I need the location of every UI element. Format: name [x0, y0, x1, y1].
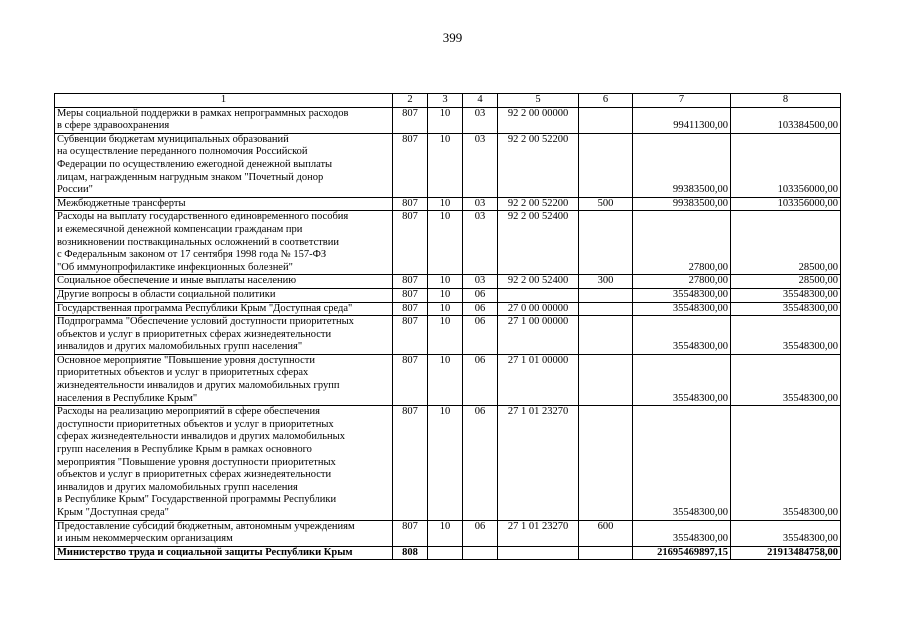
- amount-year2-cell: 103384500,00: [731, 107, 841, 133]
- column-header: 5: [498, 94, 579, 108]
- section-code-cell: 10: [428, 406, 463, 520]
- target-article-cell: [498, 288, 579, 302]
- amount-year1-cell: 35548300,00: [633, 354, 731, 405]
- expense-type-cell: 500: [579, 197, 633, 211]
- row-name-cell: Предоставление субсидий бюджетным, автономным учреждениям и иным некоммерческим организациям: [55, 520, 393, 546]
- table-row: [55, 197, 841, 211]
- subsection-code-cell: 03: [463, 133, 498, 197]
- target-article-cell: 92 2 00 52200: [498, 133, 579, 197]
- amount-year2-cell: 103356000,00: [731, 133, 841, 197]
- target-article-cell: 92 2 00 52200: [498, 197, 579, 211]
- expense-type-cell: [579, 288, 633, 302]
- row-name-cell: Подпрограмма "Обеспечение условий доступности приоритетных объектов и услуг в приоритетных сферах жизнедеятельности инвалидов и других маломобильных групп населения": [55, 316, 393, 355]
- subsection-code-cell: 06: [463, 406, 498, 520]
- amount-year1-cell: 35548300,00: [633, 316, 731, 355]
- subsection-code-cell: [463, 546, 498, 560]
- column-header: 2: [393, 94, 428, 108]
- expense-type-cell: [579, 546, 633, 560]
- row-name-cell: Государственная программа Республики Крым "Доступная среда": [55, 302, 393, 316]
- section-code-cell: 10: [428, 107, 463, 133]
- subsection-code-cell: 06: [463, 302, 498, 316]
- section-code-cell: 10: [428, 133, 463, 197]
- table-row: [55, 133, 841, 197]
- ministry-code-cell: 807: [393, 354, 428, 405]
- expense-type-cell: 300: [579, 275, 633, 289]
- table-row: [55, 354, 841, 405]
- expense-type-cell: [579, 302, 633, 316]
- table-body: [55, 107, 841, 560]
- row-name-cell: Основное мероприятие "Повышение уровня доступности приоритетных объектов и услуг в приоритетных сферах жизнедеятельности инвалидов и других маломобильных групп населения в Республике Крым": [55, 354, 393, 405]
- ministry-code-cell: 807: [393, 302, 428, 316]
- row-name-cell: Другие вопросы в области социальной политики: [55, 288, 393, 302]
- table-row: [55, 288, 841, 302]
- amount-year2-cell: 35548300,00: [731, 302, 841, 316]
- amount-year2-cell: 21913484758,00: [731, 546, 841, 560]
- ministry-code-cell: 807: [393, 133, 428, 197]
- section-code-cell: 10: [428, 275, 463, 289]
- section-code-cell: 10: [428, 288, 463, 302]
- ministry-code-cell: 807: [393, 275, 428, 289]
- section-code-cell: [428, 546, 463, 560]
- section-code-cell: 10: [428, 316, 463, 355]
- amount-year2-cell: 35548300,00: [731, 354, 841, 405]
- row-name-cell: Расходы на выплату государственного единовременного пособия и ежемесячной денежной компенсации гражданам при возникновении поствакцинальных осложнений в соответствии с Федеральным законом от 17 сентября 1998 года № 157-ФЗ "Об иммунопрофилактике инфекционных болезней": [55, 211, 393, 275]
- row-name-cell: Субвенции бюджетам муниципальных образований на осуществление переданного полномочия Российской Федерации по осуществлению ежегодной денежной выплаты лицам, награжденным нагрудным знаком "Почетный донор России": [55, 133, 393, 197]
- column-header: 1: [55, 94, 393, 108]
- section-code-cell: 10: [428, 302, 463, 316]
- amount-year1-cell: 35548300,00: [633, 520, 731, 546]
- page-number: 399: [442, 30, 463, 45]
- amount-year1-cell: 99411300,00: [633, 107, 731, 133]
- subsection-code-cell: 06: [463, 354, 498, 405]
- row-name-cell: Меры социальной поддержки в рамках непрограммных расходов в сфере здравоохранения: [55, 107, 393, 133]
- amount-year2-cell: 28500,00: [731, 211, 841, 275]
- table-row: [55, 316, 841, 355]
- budget-table: [54, 93, 841, 560]
- amount-year2-cell: 103356000,00: [731, 197, 841, 211]
- amount-year2-cell: 28500,00: [731, 275, 841, 289]
- expense-type-cell: [579, 316, 633, 355]
- target-article-cell: 27 1 00 00000: [498, 316, 579, 355]
- target-article-cell: 92 2 00 00000: [498, 107, 579, 133]
- section-code-cell: 10: [428, 211, 463, 275]
- expense-type-cell: [579, 211, 633, 275]
- target-article-cell: 27 1 01 00000: [498, 354, 579, 405]
- column-header-row: [55, 94, 841, 108]
- subsection-code-cell: 06: [463, 316, 498, 355]
- amount-year1-cell: 35548300,00: [633, 406, 731, 520]
- section-code-cell: 10: [428, 520, 463, 546]
- column-header: 4: [463, 94, 498, 108]
- column-header: 8: [731, 94, 841, 108]
- subsection-code-cell: 03: [463, 211, 498, 275]
- subsection-code-cell: 06: [463, 288, 498, 302]
- amount-year2-cell: 35548300,00: [731, 288, 841, 302]
- target-article-cell: 92 2 00 52400: [498, 211, 579, 275]
- subsection-code-cell: 03: [463, 197, 498, 211]
- subsection-code-cell: 03: [463, 107, 498, 133]
- column-header: 6: [579, 94, 633, 108]
- table-row: [55, 406, 841, 520]
- ministry-code-cell: 807: [393, 197, 428, 211]
- row-name-cell: Расходы на реализацию мероприятий в сфере обеспечения доступности приоритетных объектов и услуг в приоритетных сферах жизнедеятельности инвалидов и других маломобильных групп населения в Республике Крым в рамках основного мероприятия "Повышение уровня доступности приоритетных объектов и услуг в приоритетных сферах жизнедеятельности инвалидов и других маломобильных групп населения в Республике Крым" Государственной программы Республики Крым "Доступная среда": [55, 406, 393, 520]
- amount-year2-cell: 35548300,00: [731, 316, 841, 355]
- ministry-code-cell: 807: [393, 406, 428, 520]
- amount-year1-cell: 99383500,00: [633, 197, 731, 211]
- expense-type-cell: [579, 406, 633, 520]
- subsection-code-cell: 06: [463, 520, 498, 546]
- section-code-cell: 10: [428, 354, 463, 405]
- target-article-cell: 92 2 00 52400: [498, 275, 579, 289]
- row-name-cell: Социальное обеспечение и иные выплаты населению: [55, 275, 393, 289]
- table-row-total: [55, 546, 841, 560]
- target-article-cell: 27 0 00 00000: [498, 302, 579, 316]
- ministry-code-cell: 807: [393, 520, 428, 546]
- target-article-cell: 27 1 01 23270: [498, 406, 579, 520]
- expense-type-cell: [579, 354, 633, 405]
- ministry-code-cell: 807: [393, 211, 428, 275]
- subsection-code-cell: 03: [463, 275, 498, 289]
- target-article-cell: [498, 546, 579, 560]
- amount-year1-cell: 35548300,00: [633, 302, 731, 316]
- table-row: [55, 275, 841, 289]
- ministry-code-cell: 807: [393, 316, 428, 355]
- amount-year2-cell: 35548300,00: [731, 520, 841, 546]
- table-row: [55, 107, 841, 133]
- ministry-code-cell: 808: [393, 546, 428, 560]
- expense-type-cell: [579, 107, 633, 133]
- amount-year2-cell: 35548300,00: [731, 406, 841, 520]
- column-header: 7: [633, 94, 731, 108]
- row-name-cell: Министерство труда и социальной защиты Республики Крым: [55, 546, 393, 560]
- amount-year1-cell: 35548300,00: [633, 288, 731, 302]
- amount-year1-cell: 21695469897,15: [633, 546, 731, 560]
- amount-year1-cell: 27800,00: [633, 211, 731, 275]
- expense-type-cell: 600: [579, 520, 633, 546]
- target-article-cell: 27 1 01 23270: [498, 520, 579, 546]
- section-code-cell: 10: [428, 197, 463, 211]
- ministry-code-cell: 807: [393, 107, 428, 133]
- ministry-code-cell: 807: [393, 288, 428, 302]
- row-name-cell: Межбюджетные трансферты: [55, 197, 393, 211]
- amount-year1-cell: 99383500,00: [633, 133, 731, 197]
- expense-type-cell: [579, 133, 633, 197]
- table-row: [55, 211, 841, 275]
- table-row: [55, 302, 841, 316]
- column-header: 3: [428, 94, 463, 108]
- amount-year1-cell: 27800,00: [633, 275, 731, 289]
- table-row: [55, 520, 841, 546]
